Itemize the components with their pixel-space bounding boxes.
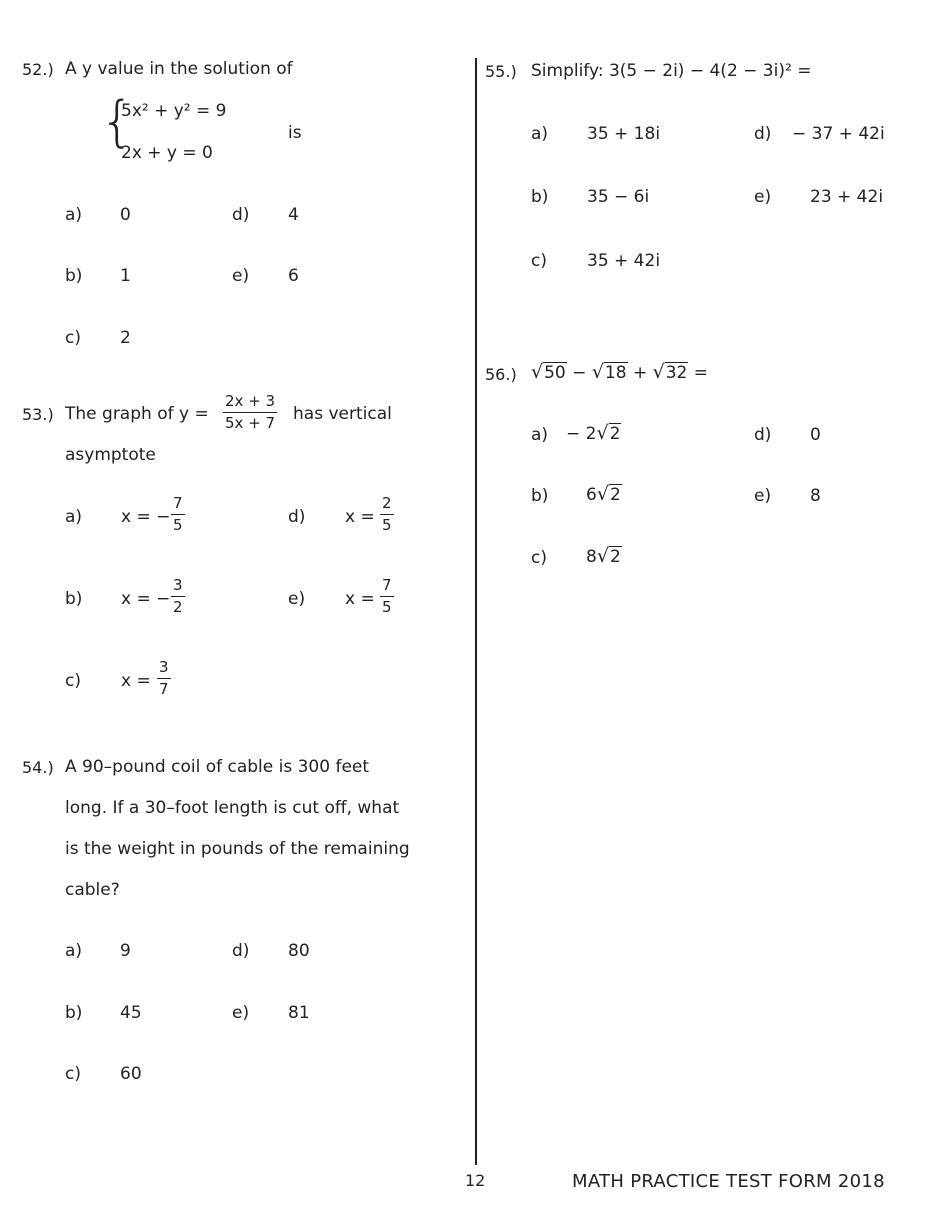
question-prompt-end: has vertical — [293, 404, 392, 424]
choice-label-b[interactable]: b) — [531, 187, 549, 207]
question-prompt: A y value in the solution of — [65, 59, 293, 79]
question-line-2: long. If a 30–foot length is cut off, what — [65, 798, 400, 818]
choice-label-c[interactable]: c) — [531, 548, 547, 568]
choice-e[interactable]: 8 — [810, 486, 821, 506]
choice-c[interactable]: 8√2 — [586, 545, 621, 567]
fraction-denominator: 2 — [173, 598, 183, 616]
choice-e[interactable]: 81 — [288, 1003, 310, 1023]
radicand: 2 — [609, 547, 621, 567]
choice-label-e[interactable]: e) — [288, 589, 306, 609]
coefficient: 8 — [586, 547, 597, 567]
radicand: 18 — [604, 363, 627, 383]
choice-label-d[interactable]: d) — [288, 507, 306, 527]
column-divider — [475, 58, 477, 1165]
choice-label-a[interactable]: a) — [531, 124, 549, 144]
choice-label-c[interactable]: c) — [65, 671, 81, 691]
fraction-denominator: 5 — [382, 598, 392, 616]
fraction-denominator: 5 — [382, 516, 392, 534]
choice-b[interactable]: 35 − 6i — [587, 187, 650, 207]
question-number: 54.) — [22, 758, 54, 777]
question-line-3: is the weight in pounds of the remaining — [65, 839, 410, 859]
question-number: 52.) — [22, 60, 54, 79]
choice-label-a[interactable]: a) — [65, 205, 83, 225]
minus-sign: − — [572, 363, 587, 383]
choice-label-b[interactable]: b) — [65, 589, 83, 609]
choice-c-eq[interactable]: x = — [121, 671, 151, 691]
choice-label-b[interactable]: b) — [65, 1003, 83, 1023]
choice-a-fraction[interactable] — [171, 495, 185, 534]
choice-d[interactable]: 0 — [810, 425, 821, 445]
choice-label-e[interactable]: e) — [232, 1003, 250, 1023]
fraction-denominator: 7 — [159, 680, 169, 698]
choice-d-fraction[interactable] — [380, 495, 394, 534]
question-number: 53.) — [22, 405, 54, 424]
choice-d[interactable]: 4 — [288, 205, 299, 225]
question-line-1: A 90–pound coil of cable is 300 feet — [65, 757, 370, 777]
choice-label-d[interactable]: d) — [232, 205, 250, 225]
fraction-numerator: 7 — [380, 577, 394, 597]
choice-label-d[interactable]: d) — [754, 124, 772, 144]
choice-a[interactable]: 9 — [120, 941, 131, 961]
radicand: 2 — [609, 424, 621, 444]
choice-c[interactable]: 2 — [120, 328, 131, 348]
choice-label-c[interactable]: c) — [65, 1064, 81, 1084]
choice-d[interactable]: − 37 + 42i — [792, 124, 885, 144]
choice-label-c[interactable]: c) — [531, 251, 547, 271]
page-number: 12 — [465, 1171, 486, 1190]
choice-label-e[interactable]: e) — [754, 187, 772, 207]
question-prompt: Simplify: 3(5 − 2i) − 4(2 − 3i)² = — [531, 61, 812, 81]
question-number: 55.) — [485, 62, 517, 81]
fraction-numerator: 2 — [380, 495, 394, 515]
radicand: 50 — [544, 363, 566, 383]
sqrt-32: √32 — [652, 361, 688, 383]
choice-label-c[interactable]: c) — [65, 328, 81, 348]
choice-b-fraction[interactable] — [171, 577, 185, 616]
prompt-suffix: is — [288, 123, 302, 143]
question-number: 56.) — [485, 365, 517, 384]
fraction-denominator: 5 — [173, 516, 183, 534]
choice-label-d[interactable]: d) — [232, 941, 250, 961]
question-prompt-start: The graph of y = — [65, 404, 209, 424]
system-brace: { — [100, 90, 135, 153]
choice-a[interactable]: − 2√2 — [566, 422, 621, 444]
rational-function — [223, 393, 277, 432]
fraction-numerator: 3 — [171, 577, 185, 597]
fraction-numerator: 7 — [171, 495, 185, 515]
choice-label-a[interactable]: a) — [531, 425, 549, 445]
equals-sign: = — [693, 363, 709, 383]
choice-c[interactable]: 35 + 42i — [587, 251, 661, 271]
choice-d[interactable]: 80 — [288, 941, 310, 961]
choice-a[interactable]: 0 — [120, 205, 131, 225]
choice-e[interactable]: 6 — [288, 266, 299, 286]
plus-sign: + — [632, 363, 648, 383]
fraction-denominator: 5x + 7 — [225, 414, 276, 432]
choice-b[interactable]: 6√2 — [586, 483, 621, 505]
choice-label-a[interactable]: a) — [65, 507, 83, 527]
choice-label-e[interactable]: e) — [232, 266, 250, 286]
equation-1: 5x² + y² = 9 — [121, 101, 227, 121]
sqrt-18: √18 — [591, 361, 627, 383]
choice-a-eq[interactable]: x = − — [121, 507, 171, 527]
question-prompt-line2: asymptote — [65, 445, 156, 465]
choice-c-fraction[interactable] — [157, 659, 171, 698]
sqrt-50: √50 — [531, 361, 566, 383]
choice-a[interactable]: 35 + 18i — [587, 124, 661, 144]
coefficient: 6 — [586, 485, 597, 505]
equation-2: 2x + y = 0 — [121, 143, 213, 163]
fraction-numerator: 3 — [157, 659, 171, 679]
choice-c[interactable]: 60 — [120, 1064, 142, 1084]
question-line-4: cable? — [65, 880, 120, 900]
choice-b[interactable]: 1 — [120, 266, 131, 286]
choice-label-b[interactable]: b) — [65, 266, 83, 286]
choice-e-fraction[interactable] — [380, 577, 394, 616]
choice-e-eq[interactable]: x = — [345, 589, 375, 609]
footer-title: MATH PRACTICE TEST FORM 2018 — [572, 1171, 885, 1192]
question-expression — [531, 361, 708, 383]
choice-e[interactable]: 23 + 42i — [810, 187, 884, 207]
choice-label-d[interactable]: d) — [754, 425, 772, 445]
coefficient: − 2 — [566, 424, 597, 444]
choice-d-eq[interactable]: x = — [345, 507, 375, 527]
radicand: 32 — [665, 363, 688, 383]
radicand: 2 — [609, 485, 621, 505]
choice-label-a[interactable]: a) — [65, 941, 83, 961]
choice-b-eq[interactable]: x = − — [121, 589, 171, 609]
fraction-numerator: 2x + 3 — [223, 393, 277, 413]
choice-b[interactable]: 45 — [120, 1003, 142, 1023]
choice-label-b[interactable]: b) — [531, 486, 549, 506]
choice-label-e[interactable]: e) — [754, 486, 772, 506]
